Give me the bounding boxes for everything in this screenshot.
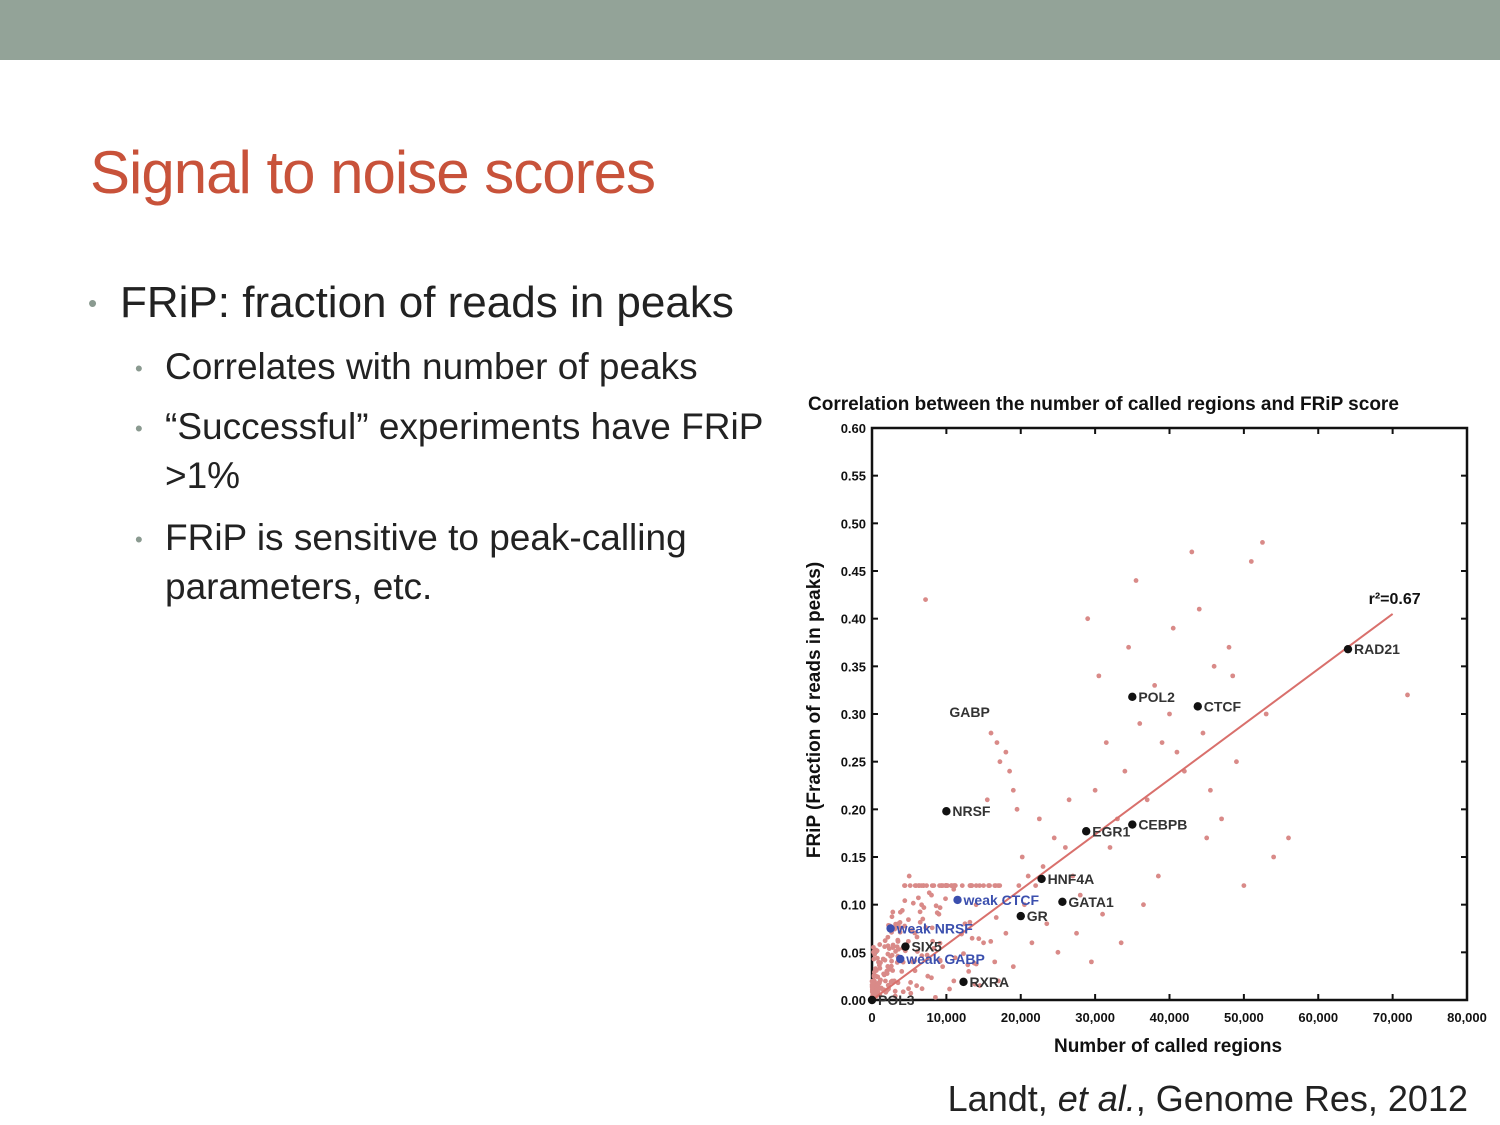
citation-rest: , Genome Res, 2012 — [1135, 1078, 1468, 1119]
x-tick-label: 20,000 — [1000, 1010, 1041, 1025]
bullet-sub-1-text: Correlates with number of peaks — [165, 346, 698, 387]
scatter-point — [1030, 940, 1035, 945]
point-label: GABP — [949, 704, 990, 721]
y-tick-label: 0.25 — [840, 754, 866, 770]
scatter-point — [1230, 673, 1235, 678]
x-tick-label: 0 — [868, 1010, 876, 1025]
y-tick-label: 0.40 — [840, 611, 866, 627]
scatter-point — [989, 731, 994, 736]
labeled-point — [1082, 827, 1090, 835]
y-tick-label: 0.60 — [840, 421, 866, 436]
scatter-point — [994, 915, 999, 920]
bullet-dot-icon: • — [135, 527, 143, 552]
point-label: weak CTCF — [963, 891, 1039, 908]
scatter-point — [1011, 964, 1016, 969]
scatter-point — [878, 960, 883, 965]
scatter-point — [883, 979, 888, 984]
scatter-point — [968, 883, 973, 888]
scatter-point — [873, 966, 878, 971]
top-accent-bar — [0, 0, 1500, 60]
labeled-point — [1128, 693, 1136, 701]
scatter-point — [1056, 950, 1061, 955]
point-label: NRSF — [952, 803, 991, 820]
scatter-point — [1405, 693, 1410, 698]
scatter-point — [1089, 959, 1094, 964]
x-tick-label: 80,000 — [1447, 1010, 1487, 1025]
scatter-point — [935, 910, 940, 915]
y-axis-label: FRiP (Fraction of reads in peaks) — [804, 561, 825, 859]
scatter-point — [985, 797, 990, 802]
y-tick-label: 0.00 — [840, 993, 866, 1008]
scatter-point — [911, 901, 916, 906]
scatter-point — [1197, 607, 1202, 612]
scatter-point — [1189, 550, 1194, 555]
scatter-point — [896, 947, 901, 952]
labeled-point — [1037, 875, 1045, 883]
scatter-point — [1037, 816, 1042, 821]
scatter-point — [1100, 912, 1105, 917]
point-label: HNF4A — [1047, 870, 1095, 887]
scatter-point — [907, 874, 912, 879]
scatter-point — [1033, 883, 1038, 888]
scatter-point — [951, 979, 956, 984]
scatter-point — [1201, 731, 1206, 736]
scatter-point — [988, 939, 993, 944]
scatter-point — [908, 980, 913, 985]
x-tick-label: 70,000 — [1372, 1010, 1413, 1025]
point-label: CEBPB — [1138, 816, 1188, 833]
labeled-point — [953, 896, 961, 904]
bullet-dot-icon: • — [88, 288, 98, 318]
scatter-point — [943, 896, 948, 901]
scatter-point — [1085, 616, 1090, 621]
scatter-point — [890, 914, 895, 919]
bullet-main-text: FRiP: fraction of reads in peaks — [120, 278, 734, 327]
scatter-point — [870, 985, 875, 990]
scatter-point — [874, 974, 879, 979]
scatter-point — [1175, 750, 1180, 755]
point-label: weak GABP — [906, 951, 985, 968]
point-label: EGR1 — [1092, 823, 1131, 840]
scatter-point — [899, 969, 904, 974]
scatter-point — [1271, 855, 1276, 860]
labeled-point — [1017, 912, 1025, 920]
scatter-point — [986, 883, 991, 888]
x-tick-label: 40,000 — [1149, 1010, 1190, 1025]
scatter-point — [908, 883, 913, 888]
scatter-point — [1096, 673, 1101, 678]
scatter-point — [1052, 836, 1057, 841]
scatter-point — [976, 936, 981, 941]
scatter-point — [1160, 740, 1165, 745]
scatter-point — [929, 975, 934, 980]
scatter-point — [902, 883, 907, 888]
scatter-point — [871, 991, 876, 996]
bullet-dot-icon: • — [135, 356, 143, 381]
scatter-point — [934, 903, 939, 908]
scatter-point — [1003, 931, 1008, 936]
scatter-point — [918, 909, 923, 914]
x-tick-label: 10,000 — [926, 1010, 967, 1025]
scatter-point — [914, 983, 919, 988]
scatter-point — [1219, 816, 1224, 821]
y-tick-label: 0.15 — [840, 850, 866, 865]
bullet-sub-2 — [135, 402, 775, 500]
scatter-point — [992, 883, 997, 888]
chart-title: Correlation between the number of called regions and FRiP score — [808, 394, 1399, 415]
bullet-sub-3 — [135, 513, 775, 611]
scatter-point — [927, 890, 932, 895]
scatter-point — [1074, 931, 1079, 936]
scatter-point — [1016, 883, 1021, 888]
scatter-point — [960, 883, 965, 888]
bullet-dot-icon: • — [135, 416, 143, 441]
scatter-point — [875, 983, 880, 988]
labeled-point — [901, 942, 909, 950]
citation — [948, 1078, 1468, 1120]
scatter-point — [1104, 740, 1109, 745]
x-tick-label: 50,000 — [1223, 1010, 1264, 1025]
scatter-point — [906, 986, 911, 991]
scatter-point — [890, 910, 895, 915]
labeled-point — [886, 924, 894, 932]
scatter-point — [939, 883, 944, 888]
plot-area — [841, 421, 1487, 1025]
scatter-point — [1241, 883, 1246, 888]
labeled-point — [1058, 898, 1066, 906]
scatter-point — [1249, 559, 1254, 564]
scatter-point — [1122, 769, 1127, 774]
labeled-point — [942, 807, 950, 815]
scatter-point — [1020, 855, 1025, 860]
scatter-point — [1093, 788, 1098, 793]
point-label: GATA1 — [1068, 893, 1114, 910]
scatter-point — [1067, 797, 1072, 802]
scatter-point — [889, 959, 894, 964]
scatter-point — [1264, 712, 1269, 717]
labeled-point — [959, 978, 967, 986]
labeled-point — [868, 996, 876, 1004]
scatter-point — [921, 905, 926, 910]
y-tick-label: 0.20 — [840, 802, 866, 818]
scatter-point — [1156, 874, 1161, 879]
scatter-point — [877, 942, 882, 947]
scatter-point — [1041, 864, 1046, 869]
bullet-sub-1 — [135, 342, 775, 391]
scatter-point — [887, 946, 892, 951]
scatter-point — [919, 883, 924, 888]
scatter-point — [1234, 759, 1239, 764]
labeled-point — [1344, 645, 1352, 653]
scatter-point — [1003, 750, 1008, 755]
scatter-point — [933, 995, 938, 1000]
scatter-point — [1204, 836, 1209, 841]
scatter-point — [1260, 540, 1265, 545]
point-label: POL3 — [878, 992, 915, 1008]
scatter-point — [992, 959, 997, 964]
scatter-point — [947, 987, 952, 992]
scatter-point — [995, 740, 1000, 745]
scatter-point — [1227, 645, 1232, 650]
scatter-point — [977, 883, 982, 888]
x-tick-label: 30,000 — [1075, 1010, 1116, 1025]
scatter-point — [883, 958, 888, 963]
scatter-point — [998, 759, 1003, 764]
bullet-sub-3-text: FRiP is sensitive to peak-calling parameters, etc. — [165, 517, 687, 607]
scatter-point — [1011, 788, 1016, 793]
scatter-point — [1015, 807, 1020, 812]
x-tick-label: 60,000 — [1298, 1010, 1339, 1025]
point-label: RXRA — [969, 973, 1010, 990]
scatter-point — [883, 938, 888, 943]
scatter-point — [902, 898, 907, 903]
scatter-point — [895, 938, 900, 943]
scatter-point — [916, 895, 921, 900]
scatter-point — [890, 953, 895, 958]
scatter-point — [1063, 845, 1068, 850]
point-label: SIX5 — [911, 938, 942, 955]
scatter-point — [944, 883, 949, 888]
slide-title: Signal to noise scores — [90, 139, 655, 206]
scatter-point — [1126, 645, 1131, 650]
y-tick-label: 0.50 — [840, 516, 866, 532]
point-label: weak NRSF — [896, 920, 973, 937]
x-axis-label: Number of called regions — [1053, 1036, 1283, 1057]
scatter-point — [882, 944, 887, 949]
y-tick-label: 0.05 — [840, 945, 866, 961]
scatter-point — [1152, 683, 1157, 688]
scatter-point — [1026, 874, 1031, 879]
scatter-point — [981, 940, 986, 945]
scatter-point — [900, 908, 905, 913]
scatter-point — [920, 986, 925, 991]
scatter-point — [1137, 721, 1142, 726]
scatter-point — [931, 883, 936, 888]
scatter-point — [1007, 769, 1012, 774]
y-tick-label: 0.35 — [840, 659, 866, 675]
scatter-point — [874, 948, 879, 953]
scatter-point — [1134, 578, 1139, 583]
labeled-point — [1194, 702, 1202, 710]
scatter-point — [884, 969, 889, 974]
y-tick-label: 0.30 — [840, 707, 866, 722]
y-tick-label: 0.10 — [840, 897, 866, 913]
scatter-point — [970, 936, 975, 941]
labeled-point — [896, 955, 904, 963]
bullet-sub-2-text: “Successful” experiments have FRiP >1% — [165, 406, 763, 496]
scatter-point — [1108, 845, 1113, 850]
scatter-point — [1119, 940, 1124, 945]
scatter-point — [877, 966, 882, 971]
bullet-main — [88, 278, 734, 328]
trend-line-label: r²=0.67 — [1368, 590, 1421, 608]
scatter-point — [1171, 626, 1176, 631]
trend-line — [872, 614, 1393, 1000]
scatter-point — [1141, 902, 1146, 907]
y-tick-label: 0.45 — [840, 564, 866, 579]
citation-author: Landt, — [947, 1078, 1058, 1119]
point-label: GR — [1026, 908, 1048, 925]
scatter-chart — [790, 380, 1500, 1070]
point-label: CTCF — [1203, 698, 1242, 715]
scatter-point — [923, 597, 928, 602]
point-label: POL2 — [1138, 688, 1175, 705]
scatter-point — [1208, 788, 1213, 793]
citation-etal: et al. — [1057, 1078, 1136, 1119]
point-label: RAD21 — [1354, 641, 1400, 658]
scatter-point — [1167, 712, 1172, 717]
scatter-point — [1286, 836, 1291, 841]
y-tick-label: 0.55 — [840, 468, 866, 484]
scatter-point — [1212, 664, 1217, 669]
